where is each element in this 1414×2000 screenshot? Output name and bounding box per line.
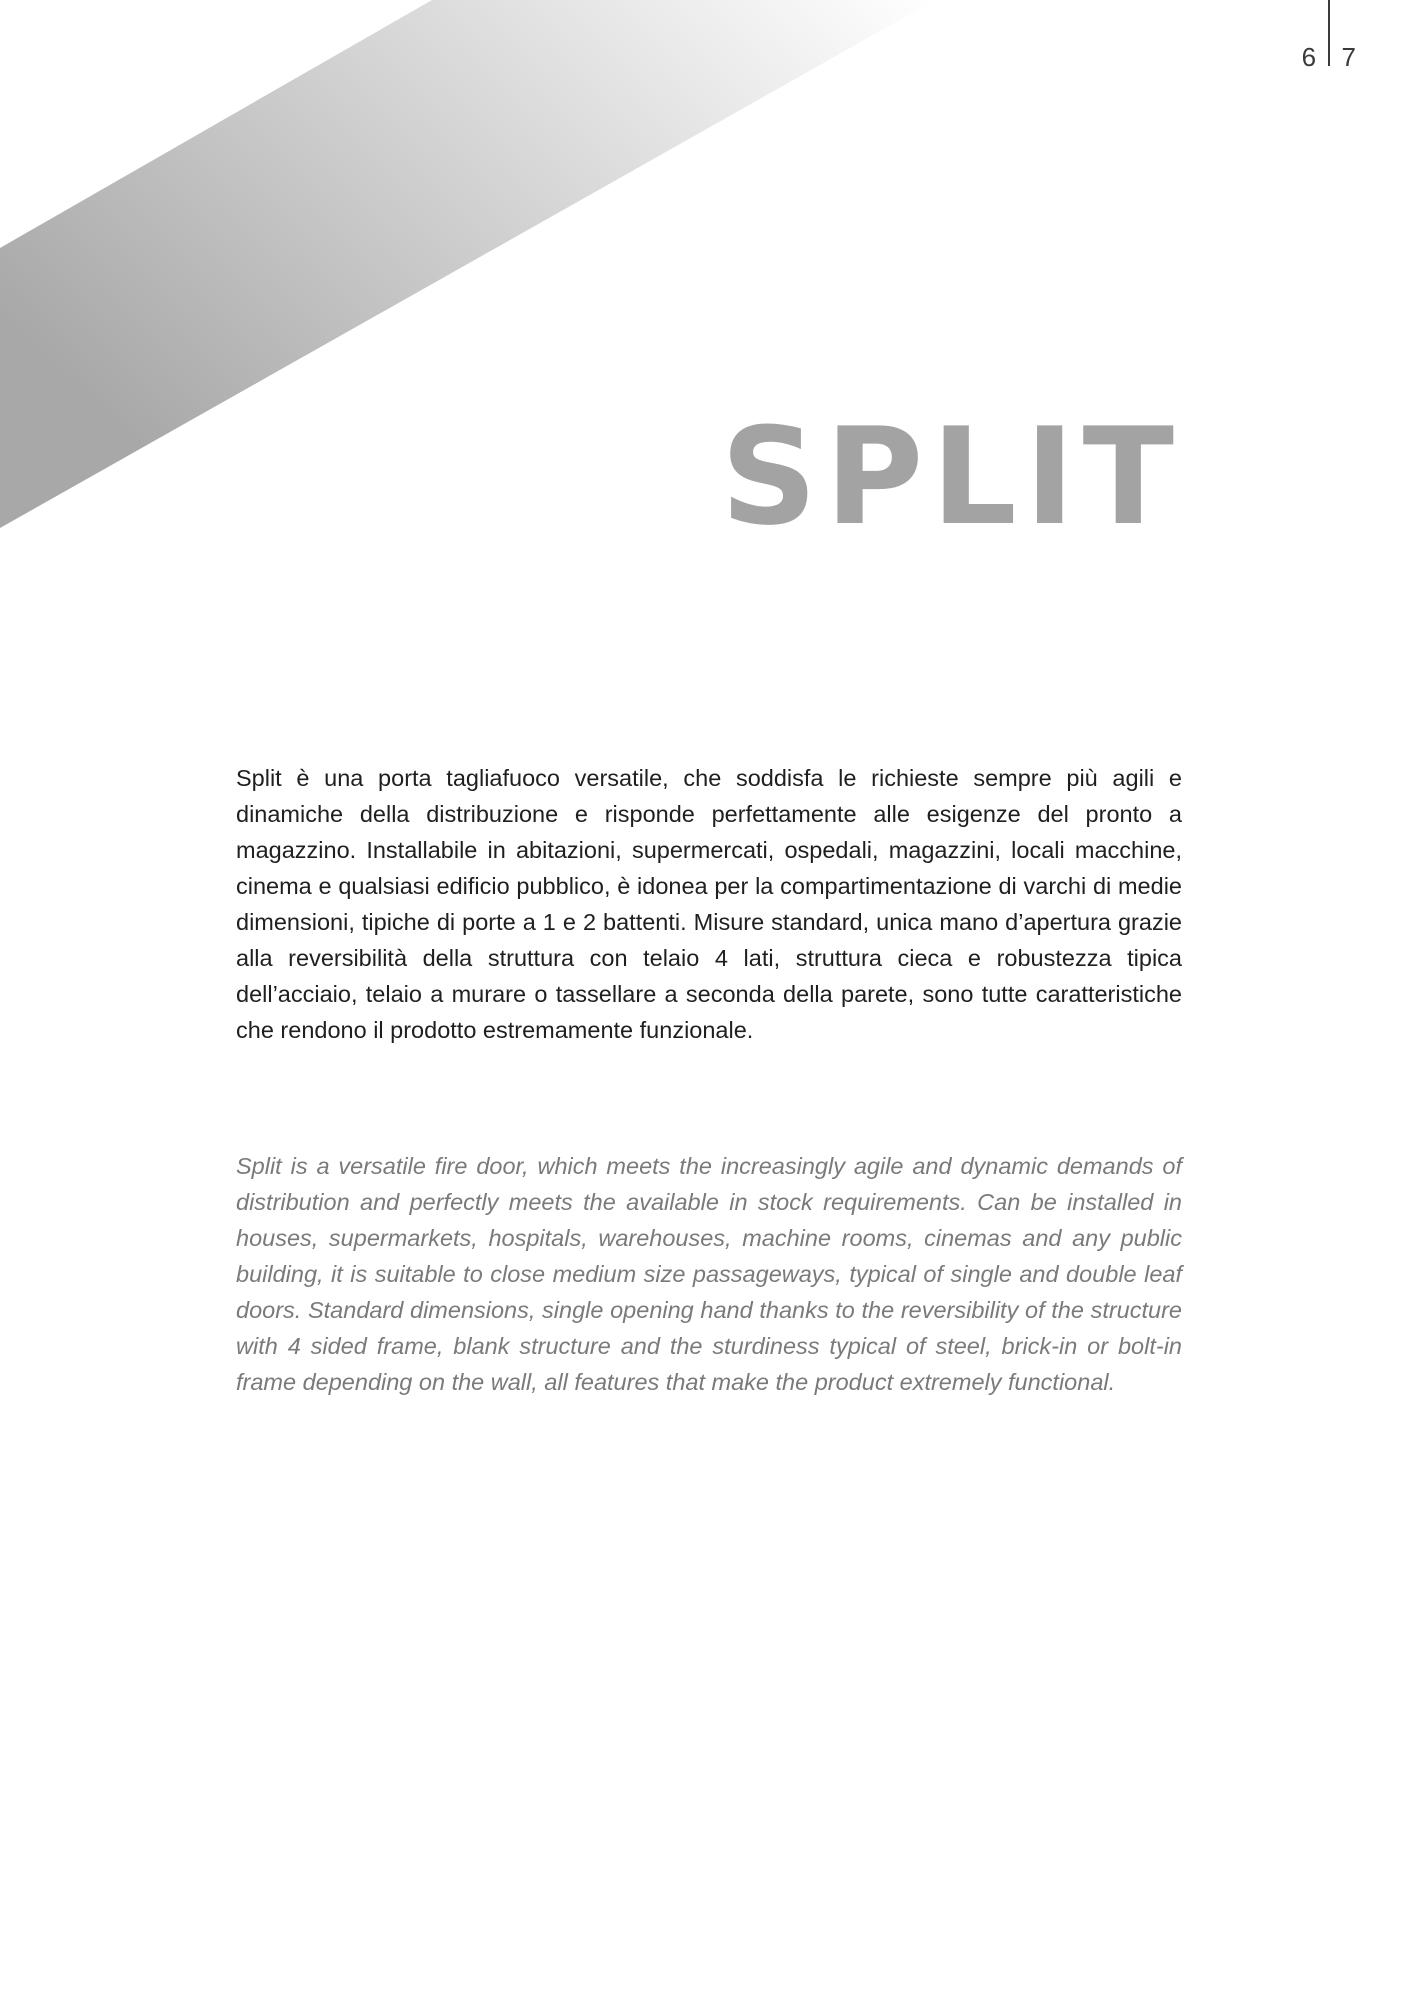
english-paragraph: Split is a versatile fire door, which meets the increasingly agile and dynamic demands of distribution and perfectly meets the available in stock requirements. Can be installed in houses, supermarkets, hospitals, warehouses, machine rooms, cinemas and any public building, it is suitable to close medium size passageways, typical of single and double leaf doors. Standard dimensions, single opening hand thanks to the reversibility of the structure with 4 sided frame, blank structure and the sturdiness typical of steel, brick-in or bolt-in frame depending on the wall, all features that make the product extremely functional.: [236, 1153, 1182, 1395]
page-number: [1302, 36, 1356, 73]
page-title: SPLIT: [720, 399, 1182, 555]
page-number-right: 7: [1341, 42, 1356, 72]
page-number-left: 6: [1301, 42, 1317, 72]
italian-paragraph: Split è una porta tagliafuoco versatile, che soddisfa le richieste sempre più agili e dinamiche della distribuzione e risponde perfettamente alle esigenze del pronto a magazzino. Installabile in abitazioni, supermercati, ospedali, magazzini, locali macchine, cinema e qualsiasi edificio pubblico, è idonea per la compartimentazione di varchi di medie dimensioni, tipiche di porte a 1 e 2 battenti. Misure standard, unica mano d’apertura grazie alla reversibilità della struttura con telaio 4 lati, struttura cieca e robustezza tipica dell’acciaio, telaio a murare o tassellare a seconda della parete, sono tutte caratteristiche che rendono il prodotto estremamente funzionale.: [236, 765, 1182, 1043]
